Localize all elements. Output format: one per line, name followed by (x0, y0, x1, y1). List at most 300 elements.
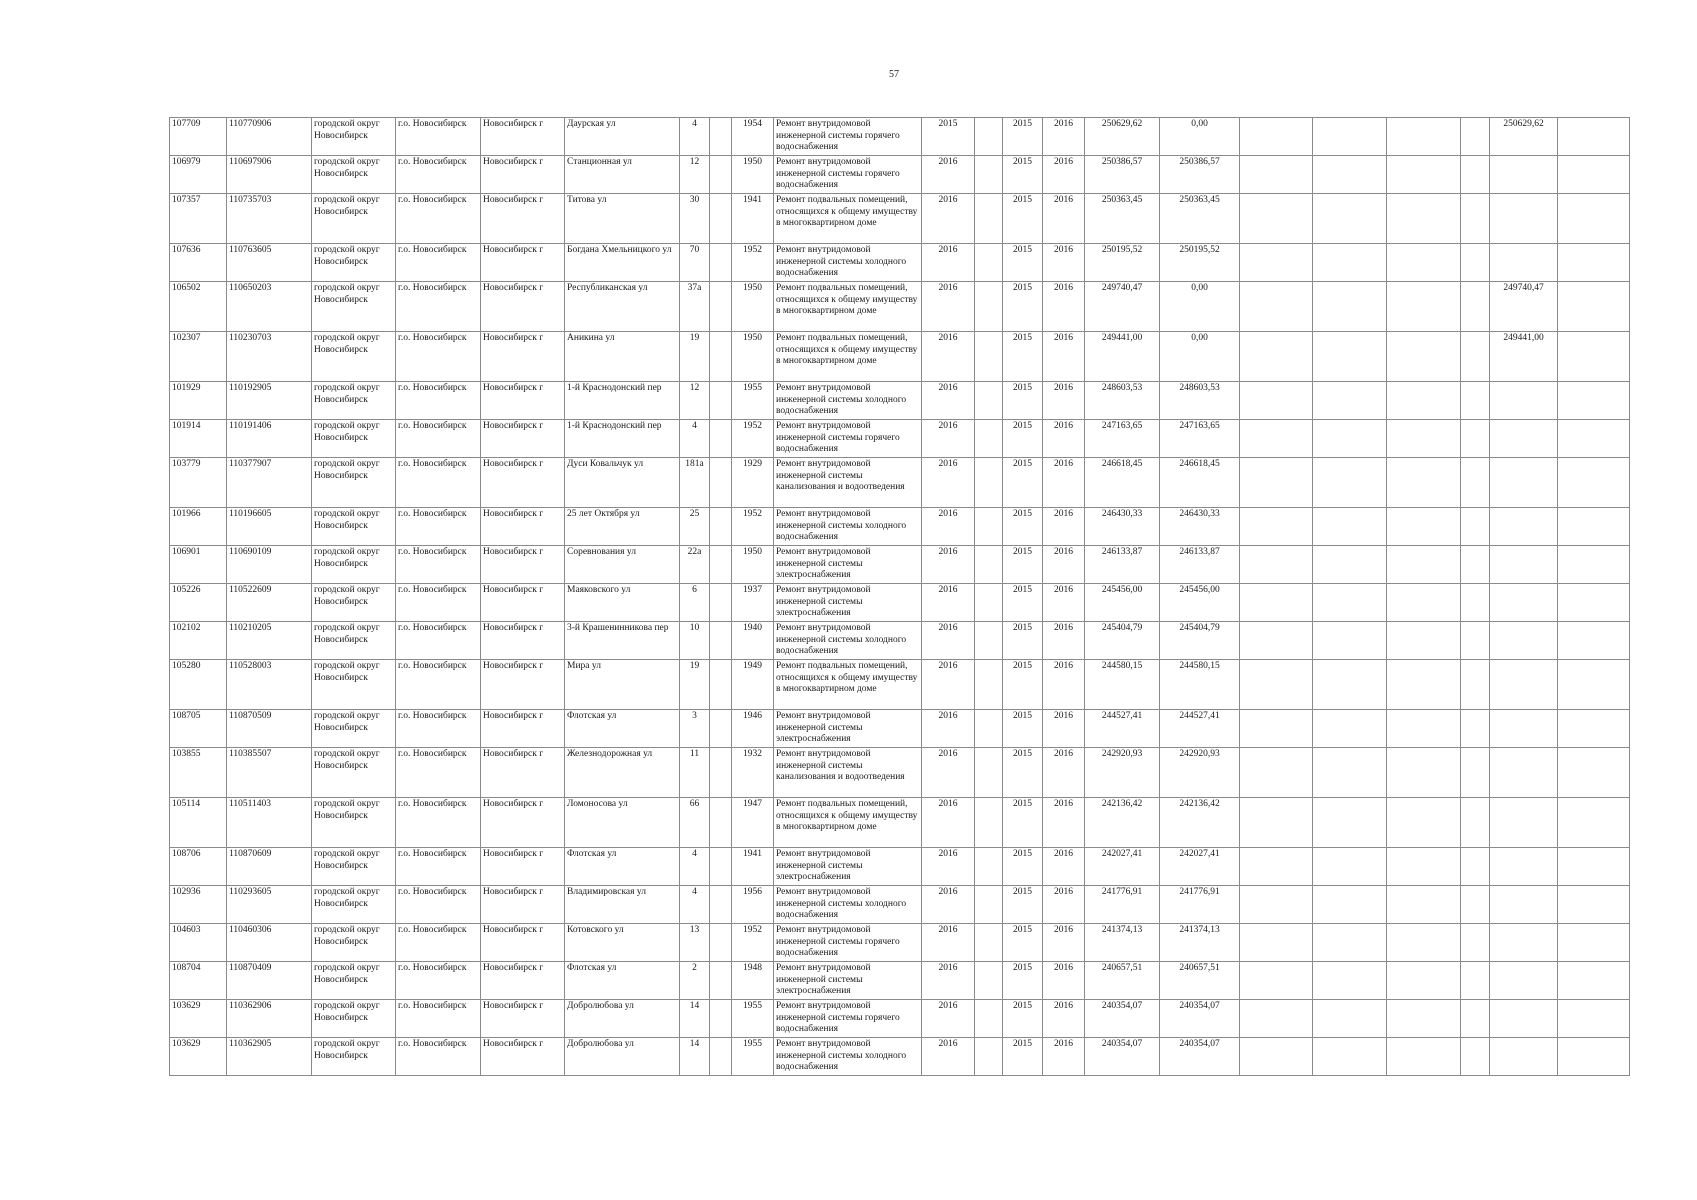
amount-col-2 (1313, 420, 1387, 458)
amount-col-2 (1313, 710, 1387, 748)
record-code: 110522609 (227, 584, 312, 622)
year-built: 1941 (732, 194, 774, 244)
amount-col-3 (1387, 194, 1461, 244)
year-built: 1955 (732, 1038, 774, 1076)
amount-col-3 (1387, 244, 1461, 282)
table-row (170, 458, 1630, 508)
end-year: 2016 (1043, 332, 1085, 382)
fund-amount: 248603,53 (1160, 382, 1240, 420)
record-code: 110293605 (227, 886, 312, 924)
table-row (170, 194, 1630, 244)
city-name: Новосибирск г (481, 508, 565, 546)
start-year: 2015 (1003, 748, 1043, 798)
street-name: Соревнования ул (565, 546, 680, 584)
empty-cell (710, 924, 732, 962)
end-year: 2016 (1043, 458, 1085, 508)
city-district: г.о. Новосибирск (396, 508, 481, 546)
city-district: г.о. Новосибирск (396, 962, 481, 1000)
street-name: Котовского ул (565, 924, 680, 962)
amount-col-6 (1558, 194, 1630, 244)
registry-body (170, 118, 1630, 1076)
amount-col-6 (1558, 282, 1630, 332)
total-cost: 241776,91 (1085, 886, 1160, 924)
total-cost: 244580,15 (1085, 660, 1160, 710)
owner-funds: 249740,47 (1490, 282, 1558, 332)
record-code: 110210205 (227, 622, 312, 660)
amount-col-3 (1387, 924, 1461, 962)
amount-col-1 (1240, 748, 1313, 798)
amount-col-2 (1313, 244, 1387, 282)
city-name: Новосибирск г (481, 924, 565, 962)
fund-amount: 240657,51 (1160, 962, 1240, 1000)
record-code: 110196605 (227, 508, 312, 546)
work-type: Ремонт подвальных помещений, относящихся к общему имуществу в многоквартирном доме (774, 282, 922, 332)
owner-funds (1490, 382, 1558, 420)
street-name: 1-й Краснодонский пер (565, 382, 680, 420)
empty-cell (710, 962, 732, 1000)
empty-cell (975, 282, 1003, 332)
fund-amount: 0,00 (1160, 118, 1240, 156)
street-name: Добролюбова ул (565, 1038, 680, 1076)
record-id: 102936 (170, 886, 227, 924)
record-id: 106901 (170, 546, 227, 584)
year-built: 1949 (732, 660, 774, 710)
start-year: 2015 (1003, 798, 1043, 848)
house-number: 70 (680, 244, 710, 282)
total-cost: 245404,79 (1085, 622, 1160, 660)
work-type: Ремонт внутридомовой инженерной системы электроснабжения (774, 546, 922, 584)
owner-funds (1490, 886, 1558, 924)
amount-col-3 (1387, 798, 1461, 848)
work-type: Ремонт подвальных помещений, относящихся к общему имуществу в многоквартирном доме (774, 194, 922, 244)
amount-col-3 (1387, 332, 1461, 382)
empty-cell (710, 156, 732, 194)
year-built: 1941 (732, 848, 774, 886)
end-year: 2016 (1043, 1038, 1085, 1076)
table-row (170, 420, 1630, 458)
amount-col-4 (1461, 622, 1490, 660)
record-id: 103855 (170, 748, 227, 798)
amount-col-6 (1558, 622, 1630, 660)
total-cost: 241374,13 (1085, 924, 1160, 962)
planned-year: 2016 (922, 748, 975, 798)
amount-col-3 (1387, 458, 1461, 508)
empty-cell (975, 194, 1003, 244)
planned-year: 2016 (922, 332, 975, 382)
start-year: 2015 (1003, 886, 1043, 924)
street-name: 3-й Крашенинникова пер (565, 622, 680, 660)
amount-col-2 (1313, 156, 1387, 194)
house-number: 37а (680, 282, 710, 332)
year-built: 1948 (732, 962, 774, 1000)
total-cost: 242920,93 (1085, 748, 1160, 798)
year-built: 1952 (732, 244, 774, 282)
house-number: 2 (680, 962, 710, 1000)
municipal-district: городской округ Новосибирск (312, 420, 396, 458)
amount-col-4 (1461, 282, 1490, 332)
empty-cell (710, 458, 732, 508)
empty-cell (975, 332, 1003, 382)
amount-col-6 (1558, 1000, 1630, 1038)
amount-col-6 (1558, 382, 1630, 420)
year-built: 1947 (732, 798, 774, 848)
amount-col-4 (1461, 584, 1490, 622)
empty-cell (710, 886, 732, 924)
city-name: Новосибирск г (481, 622, 565, 660)
fund-amount: 240354,07 (1160, 1000, 1240, 1038)
fund-amount: 0,00 (1160, 332, 1240, 382)
start-year: 2015 (1003, 156, 1043, 194)
city-name: Новосибирск г (481, 1000, 565, 1038)
record-id: 101966 (170, 508, 227, 546)
owner-funds (1490, 244, 1558, 282)
municipal-district: городской округ Новосибирск (312, 194, 396, 244)
table-row (170, 622, 1630, 660)
empty-cell (975, 1000, 1003, 1038)
fund-amount: 241776,91 (1160, 886, 1240, 924)
table-row (170, 1000, 1630, 1038)
amount-col-4 (1461, 508, 1490, 546)
record-code: 110650203 (227, 282, 312, 332)
fund-amount: 246133,87 (1160, 546, 1240, 584)
amount-col-3 (1387, 848, 1461, 886)
table-row (170, 546, 1630, 584)
municipal-district: городской округ Новосибирск (312, 332, 396, 382)
amount-col-3 (1387, 660, 1461, 710)
fund-amount: 246430,33 (1160, 508, 1240, 546)
total-cost: 240354,07 (1085, 1038, 1160, 1076)
city-name: Новосибирск г (481, 458, 565, 508)
city-district: г.о. Новосибирск (396, 748, 481, 798)
total-cost: 242027,41 (1085, 848, 1160, 886)
street-name: Богдана Хмельницкого ул (565, 244, 680, 282)
total-cost: 250386,57 (1085, 156, 1160, 194)
work-type: Ремонт внутридомовой инженерной системы электроснабжения (774, 848, 922, 886)
fund-amount: 250195,52 (1160, 244, 1240, 282)
start-year: 2015 (1003, 420, 1043, 458)
city-district: г.о. Новосибирск (396, 244, 481, 282)
planned-year: 2016 (922, 508, 975, 546)
amount-col-3 (1387, 886, 1461, 924)
municipal-district: городской округ Новосибирск (312, 156, 396, 194)
fund-amount: 250386,57 (1160, 156, 1240, 194)
empty-cell (975, 458, 1003, 508)
total-cost: 246618,45 (1085, 458, 1160, 508)
empty-cell (710, 848, 732, 886)
owner-funds: 250629,62 (1490, 118, 1558, 156)
amount-col-1 (1240, 420, 1313, 458)
fund-amount: 244527,41 (1160, 710, 1240, 748)
year-built: 1950 (732, 282, 774, 332)
planned-year: 2016 (922, 420, 975, 458)
amount-col-1 (1240, 244, 1313, 282)
year-built: 1950 (732, 332, 774, 382)
amount-col-4 (1461, 962, 1490, 1000)
planned-year: 2016 (922, 382, 975, 420)
total-cost: 246430,33 (1085, 508, 1160, 546)
work-type: Ремонт внутридомовой инженерной системы горячего водоснабжения (774, 156, 922, 194)
amount-col-1 (1240, 118, 1313, 156)
empty-cell (975, 622, 1003, 660)
record-code: 110735703 (227, 194, 312, 244)
amount-col-3 (1387, 382, 1461, 420)
city-district: г.о. Новосибирск (396, 332, 481, 382)
house-number: 10 (680, 622, 710, 660)
amount-col-3 (1387, 962, 1461, 1000)
amount-col-6 (1558, 458, 1630, 508)
empty-cell (710, 798, 732, 848)
record-id: 105280 (170, 660, 227, 710)
work-type: Ремонт внутридомовой инженерной системы горячего водоснабжения (774, 924, 922, 962)
empty-cell (710, 1000, 732, 1038)
fund-amount: 242136,42 (1160, 798, 1240, 848)
amount-col-4 (1461, 382, 1490, 420)
record-id: 106979 (170, 156, 227, 194)
amount-col-1 (1240, 458, 1313, 508)
owner-funds (1490, 194, 1558, 244)
municipal-district: городской округ Новосибирск (312, 282, 396, 332)
street-name: Станционная ул (565, 156, 680, 194)
empty-cell (975, 508, 1003, 546)
end-year: 2016 (1043, 660, 1085, 710)
start-year: 2015 (1003, 282, 1043, 332)
record-code: 110870509 (227, 710, 312, 748)
year-built: 1955 (732, 382, 774, 420)
total-cost: 246133,87 (1085, 546, 1160, 584)
house-number: 12 (680, 382, 710, 420)
amount-col-1 (1240, 282, 1313, 332)
table-row (170, 848, 1630, 886)
start-year: 2015 (1003, 848, 1043, 886)
amount-col-4 (1461, 848, 1490, 886)
year-built: 1954 (732, 118, 774, 156)
amount-col-2 (1313, 1000, 1387, 1038)
street-name: Мира ул (565, 660, 680, 710)
city-name: Новосибирск г (481, 194, 565, 244)
municipal-district: городской округ Новосибирск (312, 848, 396, 886)
work-type: Ремонт внутридомовой инженерной системы канализования и водоотведения (774, 748, 922, 798)
record-id: 104603 (170, 924, 227, 962)
planned-year: 2016 (922, 1000, 975, 1038)
amount-col-4 (1461, 886, 1490, 924)
work-type: Ремонт внутридомовой инженерной системы канализования и водоотведения (774, 458, 922, 508)
fund-amount: 240354,07 (1160, 1038, 1240, 1076)
amount-col-2 (1313, 1038, 1387, 1076)
municipal-district: городской округ Новосибирск (312, 118, 396, 156)
amount-col-2 (1313, 848, 1387, 886)
amount-col-1 (1240, 660, 1313, 710)
repair-registry-table (169, 117, 1630, 1076)
empty-cell (710, 420, 732, 458)
record-id: 103779 (170, 458, 227, 508)
empty-cell (710, 382, 732, 420)
total-cost: 250363,45 (1085, 194, 1160, 244)
amount-col-6 (1558, 584, 1630, 622)
city-name: Новосибирск г (481, 584, 565, 622)
start-year: 2015 (1003, 508, 1043, 546)
record-code: 110528003 (227, 660, 312, 710)
amount-col-1 (1240, 508, 1313, 546)
amount-col-2 (1313, 508, 1387, 546)
fund-amount: 242920,93 (1160, 748, 1240, 798)
municipal-district: городской округ Новосибирск (312, 660, 396, 710)
record-code: 110362905 (227, 1038, 312, 1076)
amount-col-1 (1240, 886, 1313, 924)
street-name: Флотская ул (565, 848, 680, 886)
total-cost: 240354,07 (1085, 1000, 1160, 1038)
owner-funds (1490, 1000, 1558, 1038)
work-type: Ремонт внутридомовой инженерной системы электроснабжения (774, 584, 922, 622)
owner-funds (1490, 1038, 1558, 1076)
city-name: Новосибирск г (481, 244, 565, 282)
record-id: 106502 (170, 282, 227, 332)
amount-col-2 (1313, 622, 1387, 660)
record-code: 110385507 (227, 748, 312, 798)
planned-year: 2016 (922, 1038, 975, 1076)
planned-year: 2016 (922, 710, 975, 748)
start-year: 2015 (1003, 710, 1043, 748)
municipal-district: городской округ Новосибирск (312, 622, 396, 660)
street-name: Даурская ул (565, 118, 680, 156)
page-number: 57 (889, 69, 899, 80)
amount-col-3 (1387, 622, 1461, 660)
amount-col-4 (1461, 1000, 1490, 1038)
record-id: 101929 (170, 382, 227, 420)
empty-cell (975, 244, 1003, 282)
street-name: Железнодорожная ул (565, 748, 680, 798)
amount-col-4 (1461, 332, 1490, 382)
amount-col-4 (1461, 546, 1490, 584)
table-row (170, 332, 1630, 382)
amount-col-6 (1558, 332, 1630, 382)
empty-cell (975, 924, 1003, 962)
end-year: 2016 (1043, 584, 1085, 622)
planned-year: 2015 (922, 118, 975, 156)
amount-col-4 (1461, 1038, 1490, 1076)
table-row (170, 244, 1630, 282)
fund-amount: 241374,13 (1160, 924, 1240, 962)
total-cost: 242136,42 (1085, 798, 1160, 848)
empty-cell (710, 508, 732, 546)
record-id: 101914 (170, 420, 227, 458)
fund-amount: 246618,45 (1160, 458, 1240, 508)
city-name: Новосибирск г (481, 382, 565, 420)
amount-col-3 (1387, 1038, 1461, 1076)
owner-funds (1490, 710, 1558, 748)
end-year: 2016 (1043, 508, 1085, 546)
planned-year: 2016 (922, 848, 975, 886)
owner-funds (1490, 924, 1558, 962)
municipal-district: городской округ Новосибирск (312, 546, 396, 584)
amount-col-6 (1558, 660, 1630, 710)
total-cost: 249441,00 (1085, 332, 1160, 382)
start-year: 2015 (1003, 244, 1043, 282)
table-row (170, 886, 1630, 924)
house-number: 11 (680, 748, 710, 798)
amount-col-4 (1461, 458, 1490, 508)
amount-col-1 (1240, 924, 1313, 962)
empty-cell (710, 660, 732, 710)
street-name: 1-й Краснодонский пер (565, 420, 680, 458)
record-id: 107636 (170, 244, 227, 282)
work-type: Ремонт внутридомовой инженерной системы холодного водоснабжения (774, 622, 922, 660)
end-year: 2016 (1043, 962, 1085, 1000)
year-built: 1940 (732, 622, 774, 660)
planned-year: 2016 (922, 458, 975, 508)
empty-cell (710, 622, 732, 660)
work-type: Ремонт внутридомовой инженерной системы горячего водоснабжения (774, 420, 922, 458)
end-year: 2016 (1043, 622, 1085, 660)
fund-amount: 242027,41 (1160, 848, 1240, 886)
year-built: 1950 (732, 156, 774, 194)
street-name: Флотская ул (565, 710, 680, 748)
start-year: 2015 (1003, 622, 1043, 660)
end-year: 2016 (1043, 282, 1085, 332)
municipal-district: городской округ Новосибирск (312, 458, 396, 508)
amount-col-2 (1313, 458, 1387, 508)
house-number: 30 (680, 194, 710, 244)
empty-cell (975, 710, 1003, 748)
street-name: Владимировская ул (565, 886, 680, 924)
start-year: 2015 (1003, 546, 1043, 584)
fund-amount: 245456,00 (1160, 584, 1240, 622)
amount-col-6 (1558, 848, 1630, 886)
end-year: 2016 (1043, 156, 1085, 194)
work-type: Ремонт внутридомовой инженерной системы холодного водоснабжения (774, 244, 922, 282)
owner-funds (1490, 660, 1558, 710)
amount-col-3 (1387, 710, 1461, 748)
city-district: г.о. Новосибирск (396, 546, 481, 584)
end-year: 2016 (1043, 748, 1085, 798)
empty-cell (710, 194, 732, 244)
amount-col-4 (1461, 118, 1490, 156)
empty-cell (975, 886, 1003, 924)
amount-col-2 (1313, 332, 1387, 382)
city-district: г.о. Новосибирск (396, 924, 481, 962)
end-year: 2016 (1043, 194, 1085, 244)
planned-year: 2016 (922, 924, 975, 962)
house-number: 13 (680, 924, 710, 962)
city-name: Новосибирск г (481, 118, 565, 156)
table-row (170, 508, 1630, 546)
amount-col-2 (1313, 584, 1387, 622)
city-district: г.о. Новосибирск (396, 798, 481, 848)
empty-cell (975, 118, 1003, 156)
start-year: 2015 (1003, 458, 1043, 508)
city-district: г.о. Новосибирск (396, 458, 481, 508)
house-number: 19 (680, 660, 710, 710)
record-code: 110763605 (227, 244, 312, 282)
total-cost: 248603,53 (1085, 382, 1160, 420)
empty-cell (710, 332, 732, 382)
house-number: 19 (680, 332, 710, 382)
record-id: 108704 (170, 962, 227, 1000)
house-number: 181а (680, 458, 710, 508)
city-name: Новосибирск г (481, 710, 565, 748)
total-cost: 244527,41 (1085, 710, 1160, 748)
city-district: г.о. Новосибирск (396, 660, 481, 710)
amount-col-1 (1240, 798, 1313, 848)
end-year: 2016 (1043, 118, 1085, 156)
planned-year: 2016 (922, 194, 975, 244)
work-type: Ремонт подвальных помещений, относящихся к общему имуществу в многоквартирном доме (774, 332, 922, 382)
work-type: Ремонт внутридомовой инженерной системы холодного водоснабжения (774, 1038, 922, 1076)
empty-cell (975, 748, 1003, 798)
amount-col-1 (1240, 194, 1313, 244)
empty-cell (710, 546, 732, 584)
record-id: 103629 (170, 1038, 227, 1076)
city-district: г.о. Новосибирск (396, 382, 481, 420)
